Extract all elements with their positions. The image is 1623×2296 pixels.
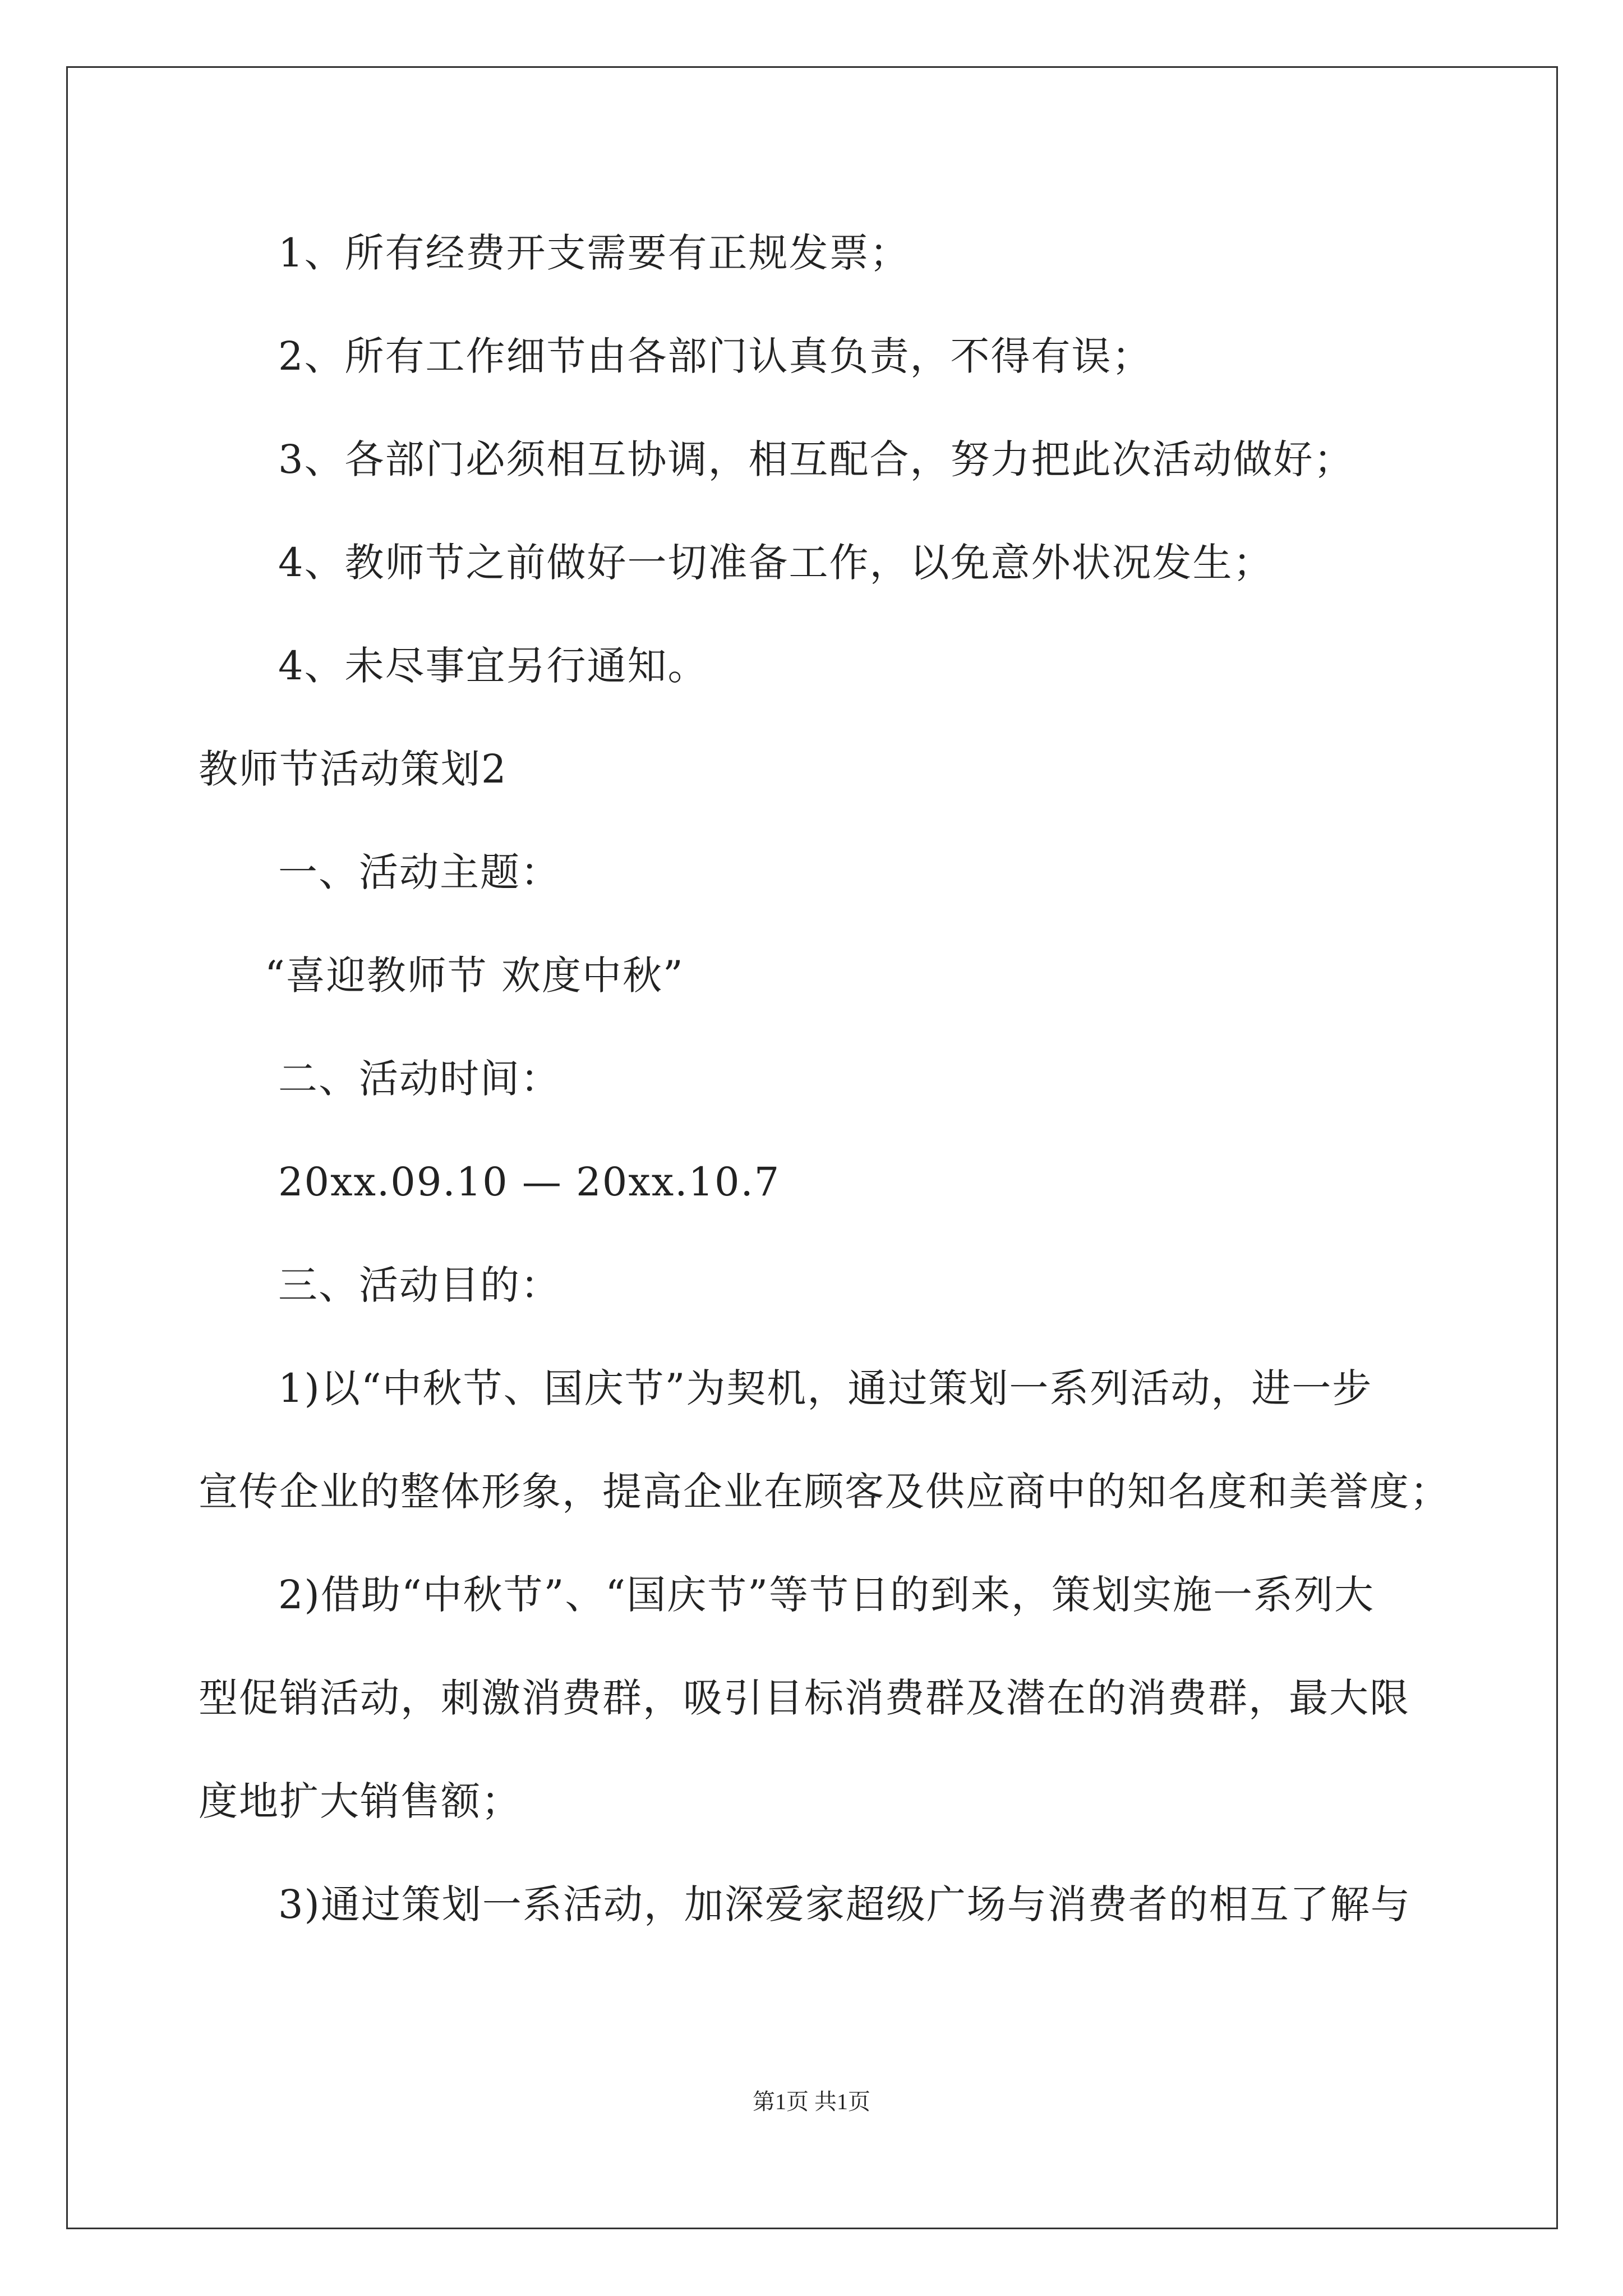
purpose-2-line-3: 度地扩大销售额； xyxy=(199,1778,522,1824)
purpose-3-line-1: 3)通过策划一系活动，加深爱家超级广场与消费者的相互了解与 xyxy=(278,1881,1411,1927)
list-item-3-coordination: 3、各部门必须相互协调，相互配合，努力把此次活动做好； xyxy=(278,436,1354,482)
purpose-1-line-2: 宣传企业的整体形象，提高企业在顾客及供应商中的知名度和美誉度； xyxy=(199,1469,1450,1515)
purpose-heading: 三、活动目的： xyxy=(278,1262,561,1308)
theme-text: “喜迎教师节 欢度中秋” xyxy=(265,953,684,999)
purpose-2-line-1: 2)借助“中秋节”、“国庆节”等节日的到来，策划实施一系列大 xyxy=(278,1572,1375,1618)
section-heading: 教师节活动策划2 xyxy=(199,746,508,792)
purpose-2-line-2: 型促销活动，刺激消费群，吸引目标消费群及潜在的消费群，最大限 xyxy=(199,1675,1410,1721)
page-number-footer: 第1页 共1页 xyxy=(753,2089,870,2114)
list-item-4-preparation: 4、教师节之前做好一切准备工作，以免意外状况发生； xyxy=(278,540,1274,586)
list-item-1-invoices: 1、所有经费开支需要有正规发票； xyxy=(278,230,910,276)
time-range: 20xx.09.10 — 20xx.10.7 xyxy=(278,1159,781,1205)
list-item-2-responsibility: 2、所有工作细节由各部门认真负责，不得有误； xyxy=(278,333,1152,379)
list-item-5-notice: 4、未尽事宜另行通知。 xyxy=(278,643,708,689)
purpose-1-line-1: 1)以“中秋节、国庆节”为契机，通过策划一系列活动，进一步 xyxy=(278,1365,1373,1411)
time-heading: 二、活动时间： xyxy=(278,1056,561,1102)
theme-heading: 一、活动主题： xyxy=(278,849,561,895)
